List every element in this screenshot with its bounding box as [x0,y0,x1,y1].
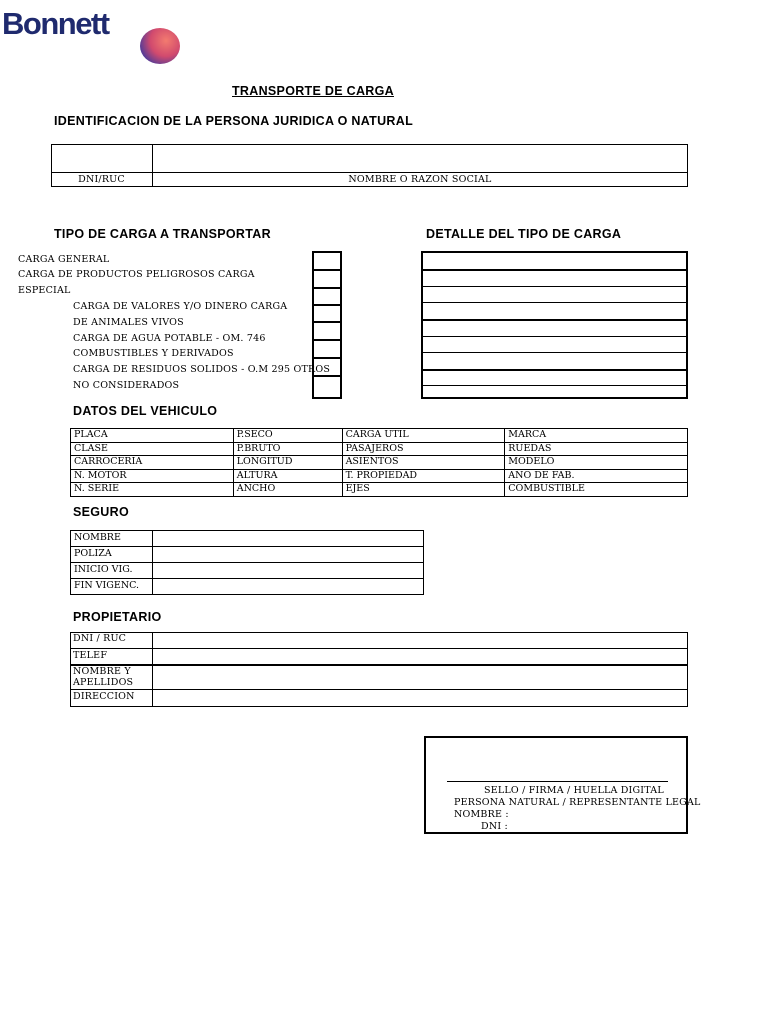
vehiculo-field-peso-seco[interactable]: P.SECO [233,429,342,443]
table-row [71,547,424,563]
seguro-table [70,530,424,595]
checkbox-valores[interactable] [314,289,340,306]
logo-text: Bonnett [2,6,109,41]
tipo-carga-line: NO CONSIDERADOS [73,380,180,391]
detalle-row-line [423,336,686,337]
dni-ruc-input[interactable] [52,145,151,172]
table-row [71,442,688,456]
vehiculo-field-ruedas[interactable]: RUEDAS [505,442,688,456]
vehiculo-table [70,428,688,497]
propietario-label-direccion: DIRECCION [73,691,135,702]
checkbox-agua[interactable] [314,323,340,341]
seguro-label-inicio: INICIO VIG. [71,563,153,579]
propietario-label-apellidos: APELLIDOS [73,677,134,688]
seguro-input-fin[interactable] [152,579,423,595]
tipo-carga-line: CARGA GENERAL [18,254,110,265]
tipo-carga-line: CARGA DE AGUA POTABLE - OM. 746 [73,333,266,344]
vehiculo-field-combustible[interactable]: COMBUSTIBLE [505,483,688,497]
vehiculo-field-marca[interactable]: MARCA [505,429,688,443]
table-row [71,483,688,497]
firma-dni-label: DNI : [481,821,508,832]
tipo-carga-line: DE ANIMALES VIVOS [73,317,184,328]
seguro-label-poliza: POLIZA [71,547,153,563]
propietario-input-telef[interactable] [153,649,687,664]
dni-ruc-label: DNI/RUC [78,174,125,185]
seguro-heading: SEGURO [73,505,129,519]
vehiculo-field-asientos[interactable]: ASIENTOS [342,456,505,470]
detalle-row-line [423,352,686,353]
tipo-carga-line: CARGA DE PRODUCTOS PELIGROSOS CARGA [18,269,255,280]
detalle-row-line [423,302,686,303]
vehiculo-field-motor[interactable]: N. MOTOR [71,469,234,483]
vehiculo-field-serie[interactable]: N. SERIE [71,483,234,497]
vehiculo-field-altura[interactable]: ALTURA [233,469,342,483]
seguro-input-poliza[interactable] [152,547,423,563]
firma-sello-label: SELLO / FIRMA / HUELLA DIGITAL [484,785,664,796]
company-logo [0,2,190,66]
propietario-label-nombre: NOMBRE Y [73,666,131,677]
checkbox-combustibles[interactable] [314,341,340,359]
detalle-row-line [423,286,686,287]
propietario-heading: PROPIETARIO [73,610,162,624]
tipo-carga-line: CARGA DE RESIDUOS SOLIDOS - O.M 295 OTROS [73,364,331,375]
vehiculo-heading: DATOS DEL VEHICULO [73,404,218,418]
propietario-input-nombre[interactable] [153,666,687,689]
page-title: TRANSPORTE DE CARGA [232,84,394,98]
vehiculo-field-ejes[interactable]: EJES [342,483,505,497]
logo-orb-icon [140,28,180,64]
identificacion-heading: IDENTIFICACION DE LA PERSONA JURIDICA O NATURAL [54,114,414,128]
table-row [71,456,688,470]
detalle-row-line [423,385,686,386]
tipo-carga-line: COMBUSTIBLES Y DERIVADOS [73,348,234,359]
tipo-carga-heading: TIPO DE CARGA A TRANSPORTAR [54,227,271,241]
nombre-razon-social-input[interactable] [153,145,687,172]
vehiculo-field-longitud[interactable]: LONGITUD [233,456,342,470]
checkbox-peligrosos[interactable] [314,271,340,289]
propietario-label-telef: TELEF [73,650,108,661]
propietario-input-dni[interactable] [153,633,687,648]
firma-signature-line [447,781,668,782]
table-row [71,563,424,579]
checkbox-general[interactable] [314,253,340,271]
firma-nombre-label: NOMBRE : [454,809,509,820]
vehiculo-field-modelo[interactable]: MODELO [505,456,688,470]
propietario-input-direccion[interactable] [153,690,687,706]
checkbox-residuos[interactable] [314,359,340,377]
nombre-razon-social-label: NOMBRE O RAZON SOCIAL [348,174,492,185]
checkbox-animales[interactable] [314,306,340,323]
vehiculo-field-ancho[interactable]: ANCHO [233,483,342,497]
detalle-row-line [423,319,686,321]
checkbox-otros[interactable] [314,377,340,397]
seguro-input-inicio[interactable] [152,563,423,579]
tipo-carga-line: CARGA DE VALORES Y/O DINERO CARGA [73,301,288,312]
detalle-carga-heading: DETALLE DEL TIPO DE CARGA [426,227,622,241]
identificacion-row-line [51,172,688,173]
vehiculo-field-clase[interactable]: CLASE [71,442,234,456]
seguro-label-nombre: NOMBRE [71,531,153,547]
seguro-input-nombre[interactable] [152,531,423,547]
tipo-carga-line: ESPECIAL [18,285,71,296]
propietario-label-dni: DNI / RUC [73,633,127,644]
vehiculo-field-propiedad[interactable]: T. PROPIEDAD [342,469,505,483]
detalle-carga-table [421,251,688,399]
vehiculo-field-carroceria[interactable]: CARROCERIA [71,456,234,470]
vehiculo-field-anio-fab[interactable]: AÑO DE FAB. [505,469,688,483]
detalle-row-line [423,269,686,271]
table-row [71,579,424,595]
firma-persona-label: PERSONA NATURAL / REPRESENTANTE LEGAL [454,797,701,808]
detalle-row-line [423,369,686,371]
table-row [71,429,688,443]
table-row [71,531,424,547]
vehiculo-field-placa[interactable]: PLACA [71,429,234,443]
vehiculo-field-pasajeros[interactable]: PASAJEROS [342,442,505,456]
table-row [71,469,688,483]
seguro-label-fin: FIN VIGENC. [71,579,153,595]
vehiculo-field-carga-util[interactable]: CARGA UTIL [342,429,505,443]
vehiculo-field-peso-bruto[interactable]: P.BRUTO [233,442,342,456]
